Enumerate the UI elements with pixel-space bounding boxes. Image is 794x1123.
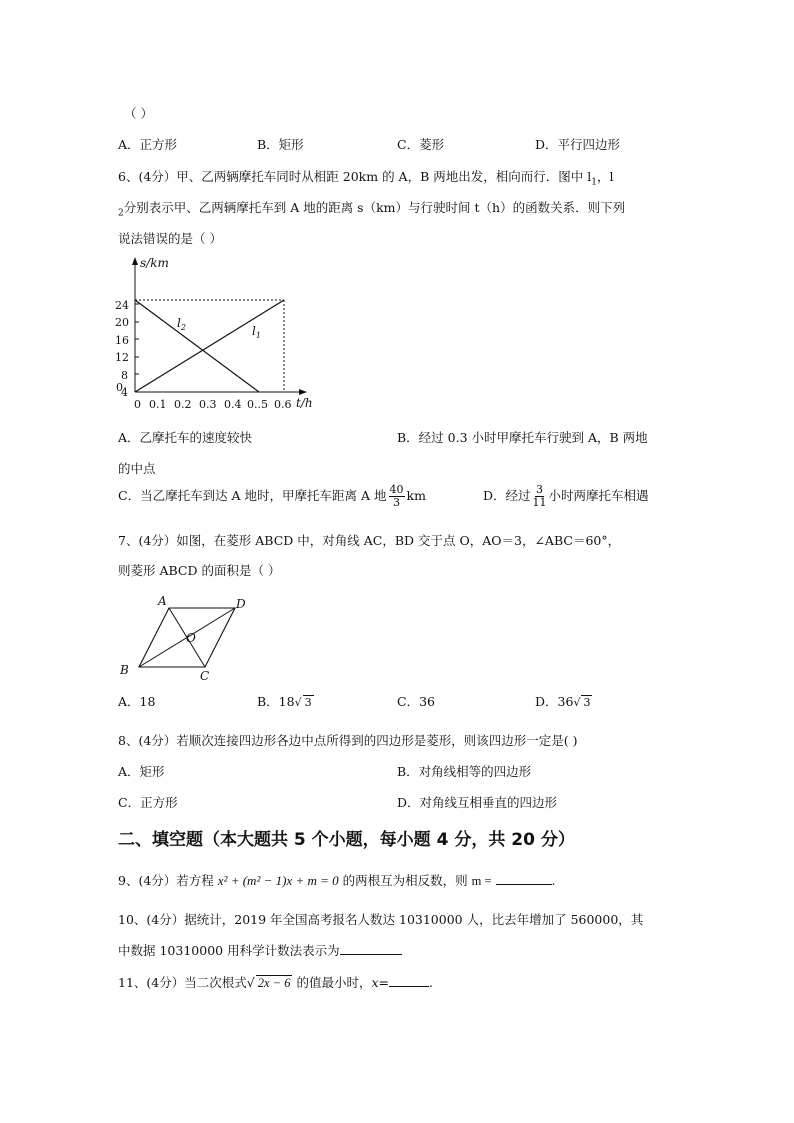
- section-heading-fill-in: 二、填空题（本大题共 5 个小题，每小题 4 分，共 20 分）: [118, 830, 575, 850]
- q10-stem-line2: 中数据 10310000 用科学计数法表示为: [118, 941, 402, 959]
- q8-option-b: B．对角线相等的四边形: [397, 764, 532, 779]
- q8-option-d: D．对角线互相垂直的四边形: [397, 795, 558, 810]
- svg-text:8: 8: [121, 369, 128, 382]
- q11-stem: 11、(4分）当二次根式√ 2x − 6 的值最小时，x= .: [118, 975, 433, 990]
- q9-stem: 9、(4分）若方程 x² + (m² − 1)x + m = 0 的两根互为相反数，则 m = .: [118, 873, 556, 888]
- q7-stem-line1: 7、(4分）如图，在菱形 ABCD 中，对角线 AC，BD 交于点 O，AO＝3，∠ABC＝60°，: [118, 533, 621, 548]
- line-l1: [135, 300, 284, 392]
- rhombus-figure: [112, 592, 262, 684]
- svg-text:20: 20: [115, 316, 129, 329]
- q5-option-c: C．菱形: [397, 137, 445, 152]
- svg-text:0: 0: [134, 398, 141, 411]
- svg-text:0: 0: [116, 381, 123, 394]
- q7-option-b: B．18√ 3: [257, 694, 312, 709]
- svg-text:O: O: [186, 631, 196, 645]
- q11-radical: 2x − 6: [257, 976, 291, 990]
- q11-answer-blank[interactable]: [389, 974, 429, 987]
- q7-stem-line2: 则菱形 ABCD 的面积是（ ）: [118, 563, 281, 578]
- svg-text:A: A: [158, 594, 167, 608]
- q7-option-a: A．18: [118, 694, 156, 709]
- q6-option-c: C．当乙摩托车到达 A 地时，甲摩托车距离 A 地 $\frac{40}{3}$ km: [118, 483, 426, 509]
- svg-text:16: 16: [115, 334, 129, 347]
- q5-option-b: B．矩形: [257, 137, 304, 152]
- q10-stem-line1: 10、(4分）据统计，2019 年全国高考报名人数达 10310000 人，比去年增加了 560000，其: [118, 912, 644, 927]
- q7-option-c: C．36: [397, 694, 435, 709]
- q9-answer-blank[interactable]: [496, 872, 552, 885]
- distance-time-graph: [112, 255, 332, 415]
- q6-option-b-continued: 的中点: [118, 461, 156, 476]
- q6-option-d: D．经过 $\frac{3}{11}$ 小时两摩托车相遇: [483, 483, 649, 509]
- svg-text:0.2: 0.2: [174, 398, 192, 411]
- q6-option-a: A．乙摩托车的速度较快: [118, 430, 253, 445]
- q8-stem: 8、(4分）若顺次连接四边形各边中点所得到的四边形是菱形，则该四边形一定是( ): [118, 733, 578, 748]
- svg-text:0.3: 0.3: [199, 398, 217, 411]
- svg-text:0..5: 0..5: [247, 398, 268, 411]
- svg-text:D: D: [236, 597, 246, 611]
- svg-text:l2: $l_2$: [177, 316, 186, 332]
- x-axis-arrow-icon: [299, 389, 307, 395]
- q6-stem-line1: 6、(4分）甲、乙两辆摩托车同时从相距 20km 的 A，B 两地出发，相向而行．图中 $l_1$，l: [118, 169, 614, 188]
- svg-text:C: C: [200, 669, 210, 683]
- svg-text:24: 24: [115, 299, 129, 312]
- q9-equation: x² + (m² − 1)x + m = 0: [217, 873, 339, 888]
- svg-text:0.1: 0.1: [149, 398, 167, 411]
- svg-text:12: 12: [115, 351, 129, 364]
- q6-stem-line2: $_2$分别表示甲、乙两辆摩托车到 A 地的距离 s（km）与行驶时间 t（h）的函数关系．则下列: [118, 200, 626, 219]
- q8-option-c: C．正方形: [118, 795, 178, 810]
- svg-text:t/h: t/h: [296, 396, 313, 410]
- svg-text:4: 4: [121, 386, 128, 399]
- q6-stem-line3: 说法错误的是（ ）: [118, 231, 222, 246]
- q5-option-d: D．平行四边形: [535, 137, 621, 152]
- svg-text:0.4: 0.4: [224, 398, 242, 411]
- svg-text:0.6: 0.6: [274, 398, 292, 411]
- q6-option-b: B．经过 0.3 小时甲摩托车行驶到 A，B 两地: [397, 430, 648, 445]
- line-l2: [135, 300, 259, 392]
- q5-answer-bracket: （ ）: [124, 106, 153, 121]
- q7-option-d: D．36√ 3: [535, 694, 591, 709]
- svg-text:s/km: s/km: [140, 256, 169, 270]
- svg-text:B: B: [120, 663, 129, 677]
- q8-option-a: A．矩形: [118, 764, 165, 779]
- q10-answer-blank[interactable]: [340, 942, 402, 955]
- y-axis-arrow-icon: [132, 257, 138, 265]
- svg-text:l1: $l_1$: [252, 324, 261, 340]
- q5-option-a: A．正方形: [118, 137, 178, 152]
